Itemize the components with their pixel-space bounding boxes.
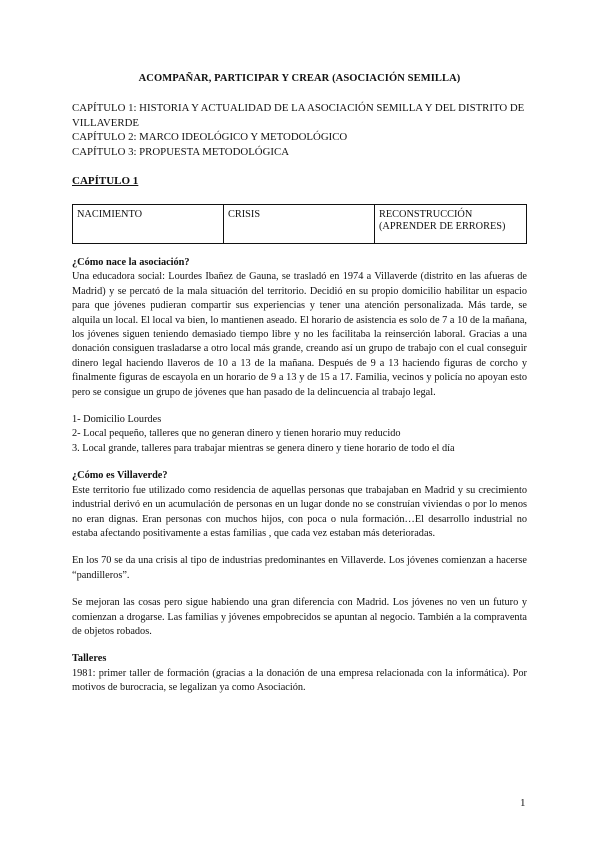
chapter-heading: CAPÍTULO 1 [72, 175, 139, 187]
phase-reconstruction: RECONSTRUCCIÓN (APRENDER DE ERRORES) [375, 205, 527, 244]
chapter-list [72, 101, 527, 159]
villaverde-paragraph-2: En los 70 se da una crisis al tipo de industrias predominantes en Villaverde. Los jóvenes comienzan a hacerse “pandilleros”. [72, 555, 527, 581]
workshops-paragraph: 1981: primer taller de formación (gracias a la donación de una empresa relacionada con la informática). Por motivos de burocracia, se legalizan ya como Asociación. [72, 667, 527, 694]
document-body [72, 256, 527, 696]
phase-birth: NACIMIENTO [73, 205, 224, 244]
origin-heading: ¿Cómo nace la asociación? [72, 257, 190, 268]
villaverde-heading: ¿Cómo es Villaverde? [72, 470, 168, 482]
origin-list-item-3: 3. Local grande, talleres para trabajar mientras se genera dinero y tiene horario de todo el día [72, 442, 455, 454]
villaverde-paragraph-1: Este territorio fue utilizado como residencia de aquellas personas que trabajaban en Madrid y su crecimiento industrial derivó en un acumulación de personas en un lugar donde no se construían viviendas o por lo menos no eran dignas. Eran personas con muchos hijos, con poca o nula formación…El desarrollo industrial no estaba afectando positivamente a estas familias , que cada vez estaban más deterioradas. [72, 484, 527, 539]
phases-row [73, 205, 527, 244]
origin-list-item-2: 2- Local pequeño, talleres que no generan dinero y tienen horario muy reducido [72, 428, 401, 440]
chapter-2-entry: CAPÍTULO 2: MARCO IDEOLÓGICO Y METODOLÓGICO [72, 131, 348, 143]
workshops-heading: Talleres [72, 653, 107, 665]
villaverde-paragraph-3: Se mejoran las cosas pero sigue habiendo una gran diferencia con Madrid. Los jóvenes no ven un futuro y comienzan a drogarse. Las familias y jóvenes empobrecidos se apuntan al negocio. También a la compraventa de objetos robados. [72, 597, 527, 637]
document-title: ACOMPAÑAR, PARTICIPAR Y CREAR (ASOCIACIÓN SEMILLA) [138, 73, 461, 84]
phases-table [72, 204, 527, 244]
chapter-1-entry: CAPÍTULO 1: HISTORIA Y ACTUALIDAD DE LA ASOCIACIÓN SEMILLA Y DEL DISTRITO DE VILLAVERDE [72, 102, 525, 129]
origin-list-item-1: 1- Domicilio Lourdes [72, 414, 162, 426]
chapter-3-entry: CAPÍTULO 3: PROPUESTA METODOLÓGICA [72, 145, 289, 158]
page-number: 1 [520, 797, 526, 809]
phase-crisis: CRISIS [224, 205, 375, 244]
origin-paragraph: Una educadora social: Lourdes Ibañez de Gauna, se trasladó en 1974 a Villaverde (distrito en las afueras de Madrid) y se percató de la mala situación del territorio. Decidió en su propio domicilio habilitar un espacio para que jóvenes pudieran compartir sus experiencias y tener una atención personalizada. Más tarde, se alquila un local. El local va bien, lo mantienen aseado. El horario de asistencia es solo de 7 a 10 de la mañana, los jóvenes siguen teniendo demasiado tiempo libre y no les facilitaba la reinserción laboral. Gracias a una donación consiguen trasladarse a otro local más grande, creando así un grupo de trabajo con el cual conseguir dinero legal haciendo llaveros de 10 a 13 de la mañana. Después de 9 a 13 haciendo figuras de corcho y finalmente figuras de escayola en un horario de 9 a 13 y de 15 a 17. Familia, vecinos y policía no apoyan esto pero se consigue un grupo de jóvenes que han pasado de la delincuencia al trabajo legal. [72, 271, 527, 398]
